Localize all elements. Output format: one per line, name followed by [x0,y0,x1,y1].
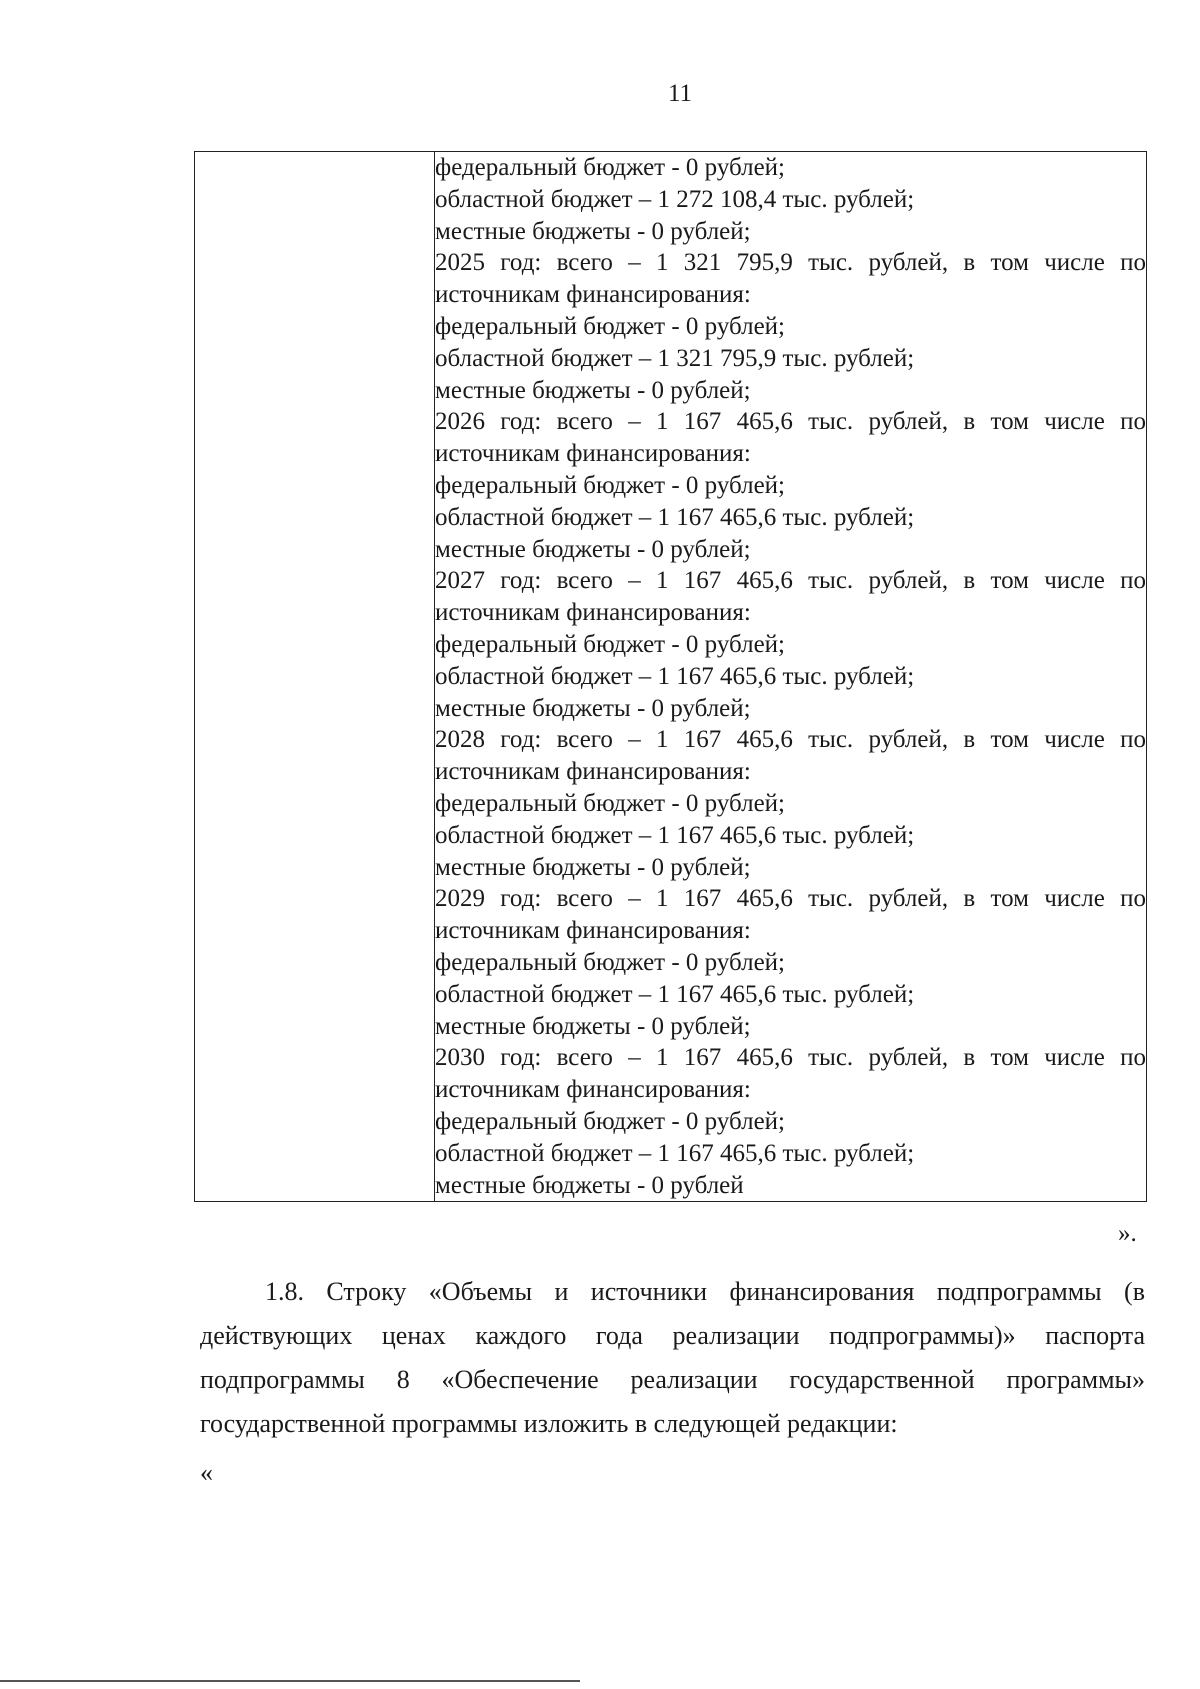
funding-line: местные бюджеты - 0 рублей; [435,1012,751,1040]
funding-line: федеральный бюджет - 0 рублей; [435,1107,785,1135]
funding-line: местные бюджеты - 0 рублей; [435,535,751,563]
funding-line: федеральный бюджет - 0 рублей; [435,630,785,658]
footer-rule [0,1680,580,1682]
funding-line: 2029 год: всего – 1 167 465,6 тыс. рублей, в том числе по [435,885,1146,913]
funding-line: федеральный бюджет - 0 рублей; [435,789,785,817]
funding-line: источникам финансирования: [435,599,751,627]
funding-line: 2025 год: всего – 1 321 795,9 тыс. рублей, в том числе по [435,249,1146,277]
funding-line: федеральный бюджет - 0 рублей; [435,312,785,340]
funding-line: местные бюджеты - 0 рублей; [435,853,751,881]
funding-line: местные бюджеты - 0 рублей; [435,376,751,404]
funding-line: федеральный бюджет - 0 рублей; [435,948,785,976]
funding-line: источникам финансирования: [435,758,751,786]
funding-line: 2030 год: всего – 1 167 465,6 тыс. рублей, в том числе по [435,1044,1146,1072]
funding-line: 2027 год: всего – 1 167 465,6 тыс. рублей, в том числе по [435,567,1146,595]
funding-line: областной бюджет – 1 167 465,6 тыс. рублей; [435,503,915,531]
funding-line: источникам финансирования: [435,281,751,309]
funding-line: местные бюджеты - 0 рублей [435,1171,744,1199]
funding-line: федеральный бюджет - 0 рублей; [435,471,785,499]
page-number: 11 [667,80,693,107]
funding-line: источникам финансирования: [435,440,751,468]
table-value-cell [435,152,1147,1202]
funding-lines [435,152,1146,1201]
opening-quote: « [200,1458,213,1487]
funding-line: источникам финансирования: [435,917,751,945]
table-label-cell [195,152,435,1202]
funding-table [194,151,1147,1202]
funding-line: областной бюджет – 1 272 108,4 тыс. рублей; [435,185,915,213]
funding-line: источникам финансирования: [435,1076,751,1104]
funding-line: областной бюджет – 1 167 465,6 тыс. рублей; [435,821,915,849]
funding-line: федеральный бюджет - 0 рублей; [435,154,785,181]
funding-line: местные бюджеты - 0 рублей; [435,694,751,722]
funding-line: областной бюджет – 1 321 795,9 тыс. рублей; [435,344,915,372]
funding-line: областной бюджет – 1 167 465,6 тыс. рублей; [435,662,915,690]
funding-line: областной бюджет – 1 167 465,6 тыс. рублей; [435,1139,915,1167]
closing-quote: ». [1118,1220,1137,1247]
paragraph-1-8: 1.8. Строку «Объемы и источники финансирования подпрограммы (в действующих ценах каждого года реализации подпрограммы)» паспорта подпрограммы 8 «Обеспечение реализации государственной программы» государственной программы изложить в следующей редакции: [200,1277,1145,1438]
funding-line: 2026 год: всего – 1 167 465,6 тыс. рублей, в том числе по [435,408,1146,436]
table-row [195,152,1147,1202]
funding-line: областной бюджет – 1 167 465,6 тыс. рублей; [435,980,915,1008]
funding-line: 2028 год: всего – 1 167 465,6 тыс. рублей, в том числе по [435,726,1146,754]
funding-line: местные бюджеты - 0 рублей; [435,217,751,245]
